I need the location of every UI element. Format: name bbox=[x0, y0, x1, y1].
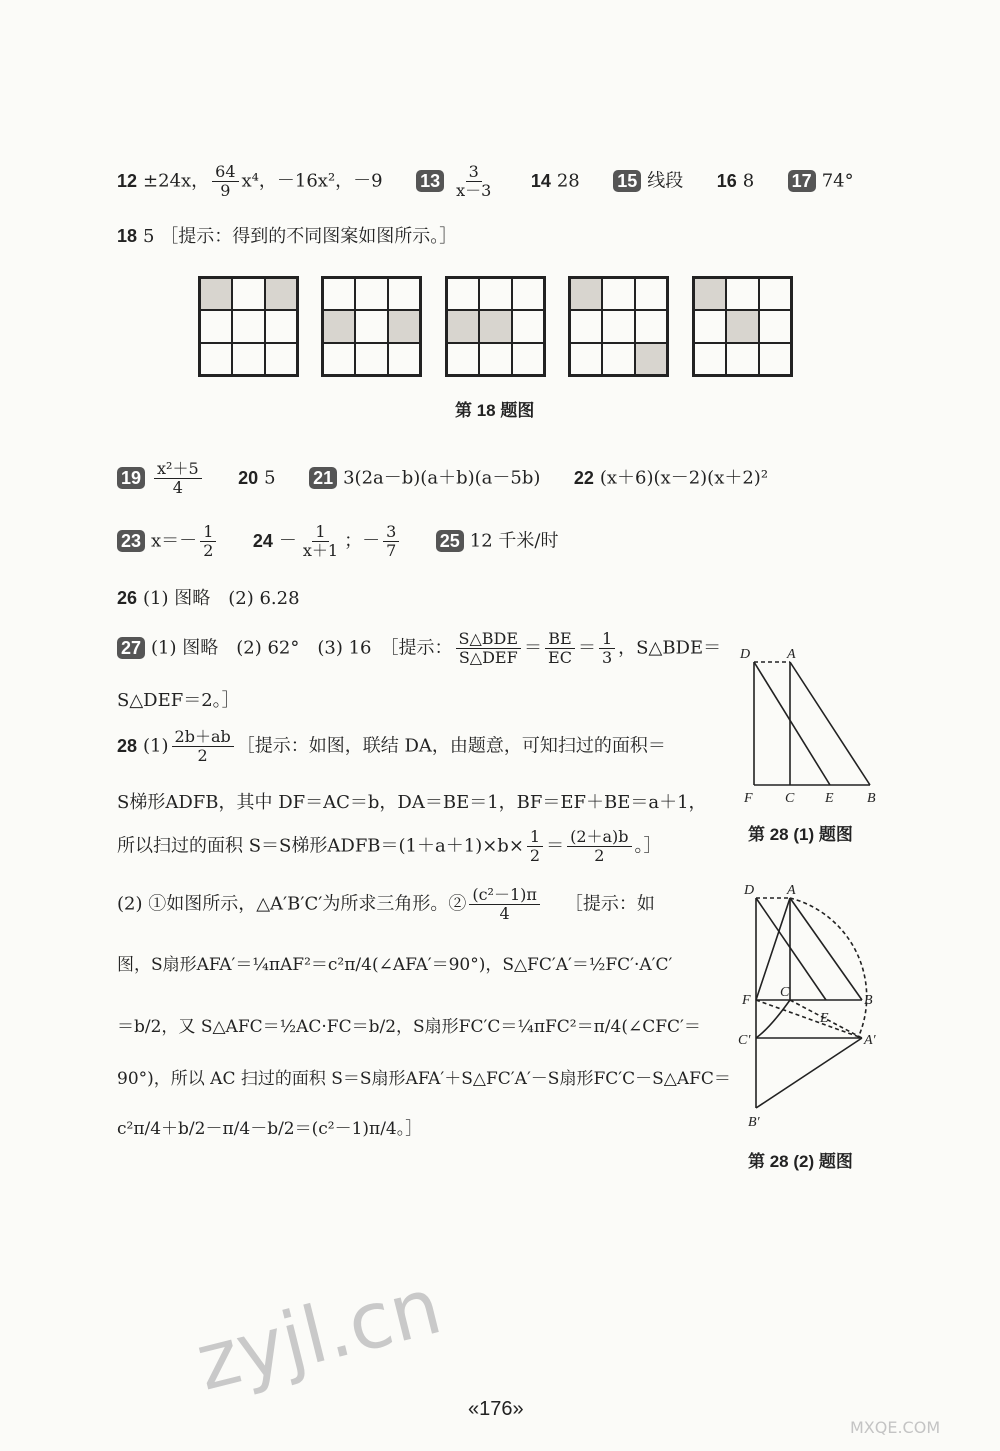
q12-fraction: $\frac{64}{9}$ bbox=[212, 163, 238, 200]
svg-text:B′: B′ bbox=[748, 1115, 760, 1130]
grid-cell bbox=[602, 310, 634, 342]
shaded-cell bbox=[726, 310, 758, 342]
grid-cell bbox=[759, 343, 791, 375]
answer-27-line2: S△DEF＝2。］ bbox=[117, 690, 240, 711]
answer-28-part2-line4: 90°)，所以 AC 扫过的面积 S＝S扇形AFA′＋S△FC′A′－S扇形FC′C－S△AFC＝ bbox=[117, 1069, 731, 1089]
shaded-cell bbox=[635, 343, 667, 375]
answer-26: 26 (1) 图略 (2) 6.28 bbox=[117, 588, 300, 609]
q13-fraction: $\frac{3}{x-3}$ bbox=[456, 162, 492, 200]
grid-cell bbox=[726, 343, 758, 375]
grid-cell bbox=[479, 278, 511, 310]
grid-cell bbox=[635, 310, 667, 342]
grid-cell bbox=[512, 278, 544, 310]
label-d: D bbox=[740, 647, 751, 662]
grid-cell bbox=[512, 343, 544, 375]
svg-text:C: C bbox=[780, 985, 790, 1000]
svg-text:A′: A′ bbox=[864, 1033, 876, 1048]
label-c: C bbox=[785, 791, 795, 806]
pattern-grid-5 bbox=[692, 276, 793, 377]
answers-12-17: 12 ±24x， $\frac{64}{9}$ x⁴，－16x²，－9 13 $\frac{3}{x-3}$ 14 28 15 线段 16 8 17 74° bbox=[117, 162, 854, 200]
q17-number: 17 bbox=[788, 170, 816, 192]
grid-cell bbox=[602, 278, 634, 310]
grid-cell bbox=[388, 343, 420, 375]
answers-19-22: 19 $\frac{\text{x²＋5}}{4}$ 20 5 21 3(2a－b)(a＋b)(a－5b) 22 (x＋6)(x－2)(x＋2)² bbox=[117, 460, 768, 497]
label-e: E bbox=[825, 791, 834, 806]
answers-23-25: 23 x＝－ $\frac{1}{2}$ 24 － $\frac{1}{x+1}$ ；－ $\frac{3}{7}$ 25 12 千米/时 bbox=[117, 523, 558, 560]
corner-watermark: MXQE.COM bbox=[850, 1418, 941, 1437]
figure-28-1-caption: 第 28 (1) 题图 bbox=[748, 825, 853, 844]
grid-cell bbox=[200, 343, 232, 375]
svg-text:F: F bbox=[742, 993, 751, 1008]
grid-cell bbox=[355, 278, 387, 310]
grid-cell bbox=[323, 278, 355, 310]
watermark-zyjl: zyjl.cn bbox=[187, 1261, 450, 1409]
grid-cell bbox=[323, 343, 355, 375]
q13-number: 13 bbox=[416, 170, 444, 192]
grid-cell bbox=[232, 310, 264, 342]
grid-cell bbox=[694, 343, 726, 375]
figure-28-2 bbox=[730, 878, 890, 1138]
label-f: F bbox=[744, 791, 753, 806]
shaded-cell bbox=[694, 278, 726, 310]
shaded-cell bbox=[388, 310, 420, 342]
q16-number: 16 bbox=[716, 170, 737, 191]
answer-28-part2-line2: 图，S扇形AFA′＝¼πAF²＝c²π/4(∠AFA′＝90°)，S△FC′A′＝½FC′·A′C′ bbox=[117, 955, 673, 975]
grid-cell bbox=[726, 278, 758, 310]
answer-28-part1-line3: 所以扫过的面积 S＝S梯形ADFB＝(1＋a＋1)×b× $\frac{1}{2}$ ＝ $\frac{(2+a)b}{2}$ 。］ bbox=[117, 827, 662, 865]
svg-text:A: A bbox=[787, 883, 796, 898]
pattern-grid-3 bbox=[445, 276, 546, 377]
q15-number: 15 bbox=[613, 170, 641, 192]
pattern-grid-1 bbox=[198, 276, 299, 377]
grid-cell bbox=[602, 343, 634, 375]
answer-28-part2: (2) ①如图所示，△A′B′C′为所求三角形。② $\frac{\text{(c²－1)π}}{4}$ ［提示：如 bbox=[117, 885, 655, 923]
q14-number: 14 bbox=[530, 170, 551, 191]
grid-cell bbox=[265, 343, 297, 375]
grid-cell bbox=[512, 310, 544, 342]
svg-text:D: D bbox=[744, 883, 755, 898]
grid-cell bbox=[265, 310, 297, 342]
grid-cell bbox=[635, 278, 667, 310]
page-number: «176» bbox=[468, 1398, 524, 1420]
figure-28-2-caption: 第 28 (2) 题图 bbox=[748, 1152, 853, 1171]
grid-cell bbox=[479, 343, 511, 375]
answer-18: 18 5 ［提示：得到的不同图案如图所示。］ bbox=[117, 226, 458, 247]
grid-cell bbox=[355, 343, 387, 375]
svg-text:E: E bbox=[820, 1011, 829, 1026]
grid-cell bbox=[570, 343, 602, 375]
answer-28-part2-line5: c²π/4＋b/2－π/4－b/2＝(c²－1)π/4。］ bbox=[117, 1119, 423, 1139]
answer-28-part1: 28 (1) $\frac{2b+ab}{2}$ ［提示：如图，联结 DA，由题意，可知扫过的面积＝ bbox=[117, 727, 666, 765]
shaded-cell bbox=[570, 278, 602, 310]
grid-cell bbox=[232, 278, 264, 310]
label-b: B bbox=[867, 791, 876, 806]
answer-28-part1-line2: S梯形ADFB，其中 DF＝AC＝b，DA＝BE＝1，BF＝EF＋BE＝a＋1， bbox=[117, 792, 707, 813]
shaded-cell bbox=[479, 310, 511, 342]
shaded-cell bbox=[447, 310, 479, 342]
q19-fraction: $\frac{\text{x²＋5}}{4}$ bbox=[154, 460, 202, 497]
q12-number: 12 bbox=[117, 170, 138, 191]
answer-27: 27 (1) 图略 (2) 62° (3) 16 ［提示： $\frac{\text{S△BDE}}{\text{S△DEF}}$ ＝ $\frac{BE}{EC}$ ＝ $\frac{1}{3}$ ，S△BDE＝ bbox=[117, 630, 721, 667]
pattern-grid-4 bbox=[568, 276, 669, 377]
grid-cell bbox=[447, 278, 479, 310]
pattern-grid-2 bbox=[321, 276, 422, 377]
figure-18-caption: 第 18 题图 bbox=[455, 401, 535, 420]
label-a: A bbox=[787, 647, 796, 662]
grid-cell bbox=[694, 310, 726, 342]
svg-text:B: B bbox=[864, 993, 873, 1008]
svg-text:C′: C′ bbox=[738, 1033, 751, 1048]
grid-cell bbox=[232, 343, 264, 375]
grid-cell bbox=[388, 278, 420, 310]
shaded-cell bbox=[265, 278, 297, 310]
shaded-cell bbox=[323, 310, 355, 342]
grid-cell bbox=[447, 343, 479, 375]
answer-28-part2-line3: ＝b/2，又 S△AFC＝½AC·FC＝b/2，S扇形FC′C＝¼πFC²＝π/4(∠CFC′＝ bbox=[117, 1017, 701, 1037]
grid-cell bbox=[759, 310, 791, 342]
grid-cell bbox=[570, 310, 602, 342]
shaded-cell bbox=[200, 278, 232, 310]
grid-cell bbox=[759, 278, 791, 310]
grid-cell bbox=[200, 310, 232, 342]
grid-cell bbox=[355, 310, 387, 342]
figure-28-1 bbox=[730, 640, 890, 820]
